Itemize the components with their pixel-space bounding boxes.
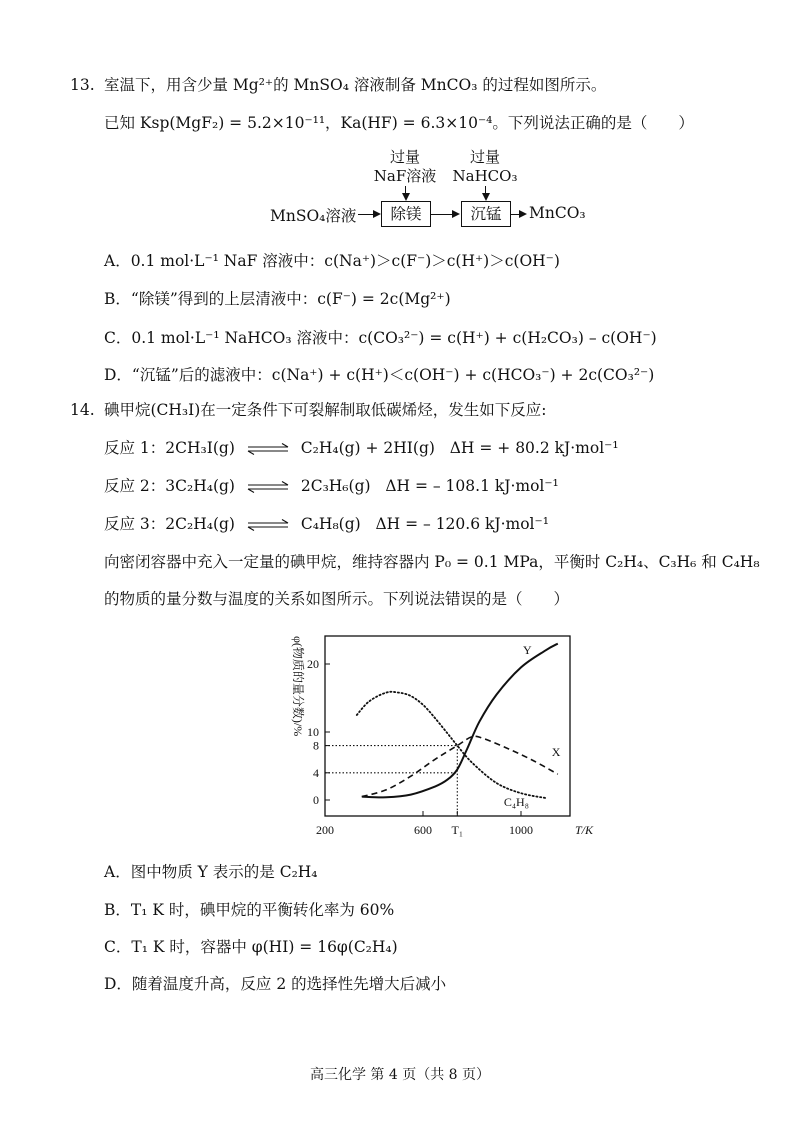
q13-option-b: B．“除镁”得到的上层清液中：c(F⁻) = 2c(Mg²⁺) [104,290,451,308]
q14-stem1: 碘甲烷(CH₃I)在一定条件下可裂解制取低碳烯烃，发生如下反应: [104,401,547,419]
y-tick-label: 20 [307,657,319,671]
reaction-1-dh: ΔH = + 80.2 kJ·mol⁻¹ [449,439,619,457]
y-axis-label: φ(物质的量分数)/% [291,636,305,737]
q14-option-a: A．图中物质 Y 表示的是 C₂H₄ [104,863,318,881]
reagent2-bottom: NaHCO₃ [452,167,518,185]
series-line-0 [362,644,558,798]
page-footer: 高三化学 第 4 页（共 8 页） [309,1067,491,1083]
q14-stem-line1 [70,398,547,420]
reaction-3 [104,512,549,534]
plot-frame [325,636,570,816]
q14-stem3: 的物质的量分数与温度的关系如图所示。下列说法错误的是（ ） [104,590,570,608]
equilibrium-arrow-icon [246,519,290,531]
reaction-2-dh: ΔH = – 108.1 kJ·mol⁻¹ [385,477,559,495]
series-label-2: C₄H₈ [503,795,529,809]
x-tick-label: 200 [316,823,334,837]
q13-stem1: 室温下，用含少量 Mg²⁺的 MnSO₄ 溶液制备 MnCO₃ 的过程如图所示。 [104,76,607,94]
x-tick-label: 600 [414,823,432,837]
flow-line-2 [431,214,453,215]
q13-option-d: D．“沉锰”后的滤液中：c(Na⁺) + c(H⁺)＜c(OH⁻) + c(HCO₃⁻) + 2c(CO₃²⁻) [104,366,655,384]
flow-line-1 [358,214,374,215]
q14-option-d: D．随着温度升高，反应 2 的选择性先增大后减小 [104,975,447,993]
step-precipitate-mn: 沉锰 [461,201,511,227]
reaction-3-left: 2C₂H₄(g) [165,515,235,533]
reaction-2 [104,474,559,496]
reaction-2-left: 3C₂H₄(g) [165,477,235,495]
reaction-1-left: 2CH₃I(g) [165,439,235,457]
fraction-vs-temperature-chart [280,628,610,848]
reaction-1-label: 反应 1： [104,439,166,457]
q13-option-c: C．0.1 mol·L⁻¹ NaHCO₃ 溶液中：c(CO₃²⁻) = c(H⁺) + c(H₂CO₃) – c(OH⁻) [104,329,657,347]
flow-end: MnCO₃ [529,204,586,222]
series-label-1: X [551,744,561,759]
reaction-1 [104,436,619,458]
reagent1-arrow-head [402,193,410,201]
flow-arrow-1 [373,210,381,218]
reaction-1-right: C₂H₄(g) + 2HI(g) [300,439,435,457]
flow-arrow-2 [452,210,460,218]
q13-option-a: A．0.1 mol·L⁻¹ NaF 溶液中：c(Na⁺)＞c(F⁻)＞c(H⁺)＞c(OH⁻) [104,252,560,270]
reagent1-top: 过量 [389,148,420,166]
reaction-3-dh: ΔH = – 120.6 kJ·mol⁻¹ [375,515,549,533]
series-label-0: Y [523,643,532,657]
x-axis-label: T/K [574,823,594,837]
y-tick-label: 0 [313,793,319,807]
q13-stem2: 已知 Ksp(MgF₂) = 5.2×10⁻¹¹，Ka(HF) = 6.3×10⁻⁴。下列说法正确的是（ ） [104,114,694,132]
reagent2-arrow-head [482,193,490,201]
step-remove-mg: 除镁 [381,201,431,227]
q13-stem-line1 [70,73,606,95]
q14-option-c: C．T₁ K 时，容器中 φ(HI) = 16φ(C₂H₄) [104,938,398,956]
series-line-2 [357,692,546,798]
q14-stem2: 向密闭容器中充入一定量的碘甲烷，维持容器内 P₀ = 0.1 MPa，平衡时 C₂H₄、C₃H₆ 和 C₄H₈ [104,553,760,571]
flow-start: MnSO₄溶液 [270,207,357,225]
x-tick-label: T₁ [451,823,464,837]
reaction-3-label: 反应 3： [104,515,166,533]
q14-option-b: B．T₁ K 时，碘甲烷的平衡转化率为 60% [104,901,395,919]
y-tick-label: 8 [313,738,319,753]
equilibrium-arrow-icon [246,481,290,493]
equilibrium-arrow-icon [246,443,290,455]
q14-number: 14. [70,401,95,419]
reaction-2-label: 反应 2： [104,477,166,495]
reaction-3-right: C₄H₈(g) [300,515,361,533]
reaction-2-right: 2C₃H₆(g) [300,477,371,495]
reagent2-top: 过量 [469,148,500,166]
x-tick-label: 1000 [509,823,533,837]
y-tick-label: 10 [307,725,319,739]
flow-arrow-3 [519,210,527,218]
y-tick-label: 4 [313,765,319,780]
q13-number: 13. [70,76,95,94]
reagent1-bottom: NaF溶液 [373,167,437,185]
